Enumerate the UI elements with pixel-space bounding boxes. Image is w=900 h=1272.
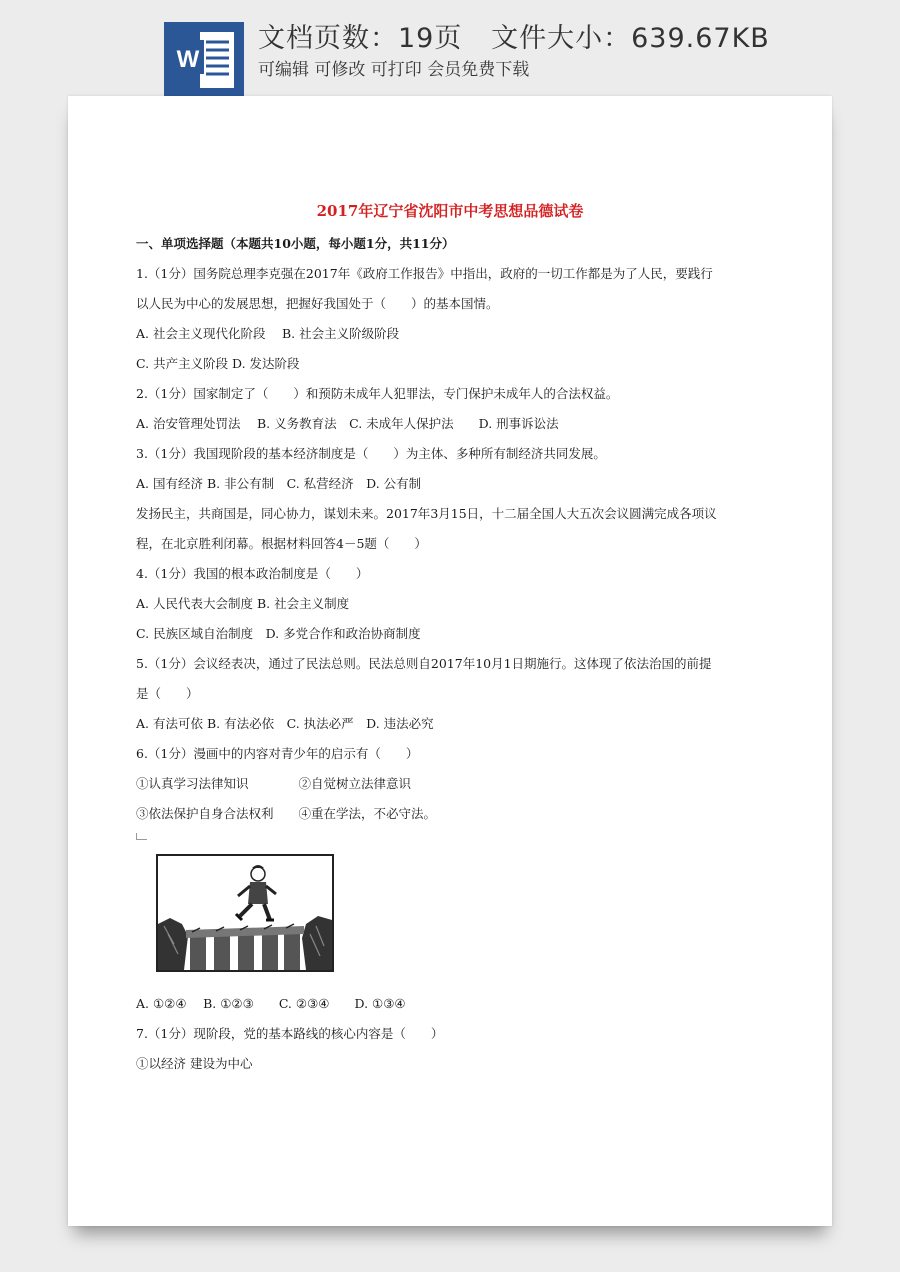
question-4-options-1: A. 人民代表大会制度 B. 社会主义制度	[136, 596, 350, 611]
question-7: 7.（1分）现阶段，党的基本路线的核心内容是（ ）	[136, 1026, 444, 1041]
section-heading: 一、单项选择题（本题共10小题，每小题1分，共11分）	[136, 236, 455, 251]
document-title: 2017年辽宁省沈阳市中考思想品德试卷	[316, 202, 584, 220]
question-4-options-2: C. 民族区域自治制度 D. 多党合作和政治协商制度	[136, 626, 421, 641]
question-6: 6.（1分）漫画中的内容对青少年的启示有（ ）	[136, 746, 419, 761]
question-4: 4.（1分）我国的根本政治制度是（ ）	[136, 566, 369, 581]
question-1-line-1: 1.（1分）国务院总理李克强在2017年《政府工作报告》中指出，政府的一切工作都是为了人民，要践行	[136, 266, 713, 281]
material-line-1: 发扬民主，共商国是，同心协力，谋划未来。2017年3月15日，十二届全国人大五次会议圆满完成各项议	[136, 506, 717, 521]
question-3: 3.（1分）我国现阶段的基本经济制度是（ ）为主体、多种所有制经济共同发展。	[136, 446, 606, 461]
question-6-statements-2: ③依法保护自身合法权利 ④重在学法，不必守法。	[136, 806, 437, 821]
banner-title: 文档页数：19页 文件大小：639.67KB	[258, 23, 770, 54]
question-3-options: A. 国有经济 B. 非公有制 C. 私营经济 D. 公有制	[136, 476, 422, 491]
document-banner	[0, 0, 900, 96]
material-line-2: 程，在北京胜利闭幕。根据材料回答4－5题（ ）	[136, 536, 427, 551]
word-icon-letter: W	[176, 46, 200, 73]
image-anchor-mark	[136, 833, 147, 840]
question-1-options-1: A. 社会主义现代化阶段 B. 社会主义阶级阶段	[136, 326, 400, 341]
banner-subtitle: 可编辑 可修改 可打印 会员免费下载	[258, 60, 530, 80]
word-document-icon	[164, 22, 244, 96]
question-6-options: A. ①②④ B. ①②③ C. ②③④ D. ①③④	[136, 996, 406, 1011]
question-5-options: A. 有法可依 B. 有法必依 C. 执法必严 D. 违法必究	[136, 716, 434, 731]
question-6-statements-1: ①认真学习法律知识 ②自觉树立法律意识	[136, 776, 412, 791]
document-page	[68, 96, 832, 1226]
question-1-line-2: 以人民为中心的发展思想，把握好我国处于（ ）的基本国情。	[136, 296, 499, 311]
question-5-line-1: 5.（1分）会议经表决，通过了民法总则。民法总则自2017年10月1日期施行。这体现了依法治国的前提	[136, 656, 712, 671]
question-7-statement-1: ①以经济 建设为中心	[136, 1056, 253, 1071]
question-5-line-2: 是（ ）	[136, 686, 199, 701]
question-2-options: A. 治安管理处罚法 B. 义务教育法 C. 未成年人保护法 D. 刑事诉讼法	[136, 416, 559, 431]
cartoon-image	[156, 854, 334, 972]
question-2: 2.（1分）国家制定了（ ）和预防未成年人犯罪法，专门保护未成年人的合法权益。	[136, 386, 619, 401]
question-1-options-2: C. 共产主义阶段 D. 发达阶段	[136, 356, 300, 371]
